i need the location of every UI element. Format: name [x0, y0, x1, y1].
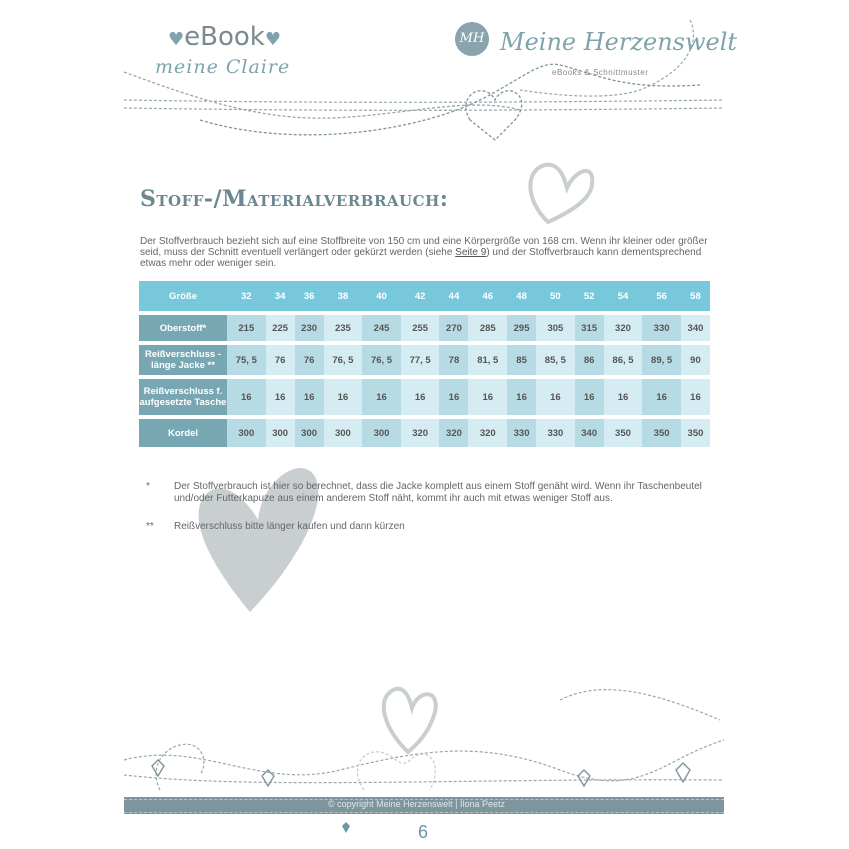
page-link[interactable]: Seite 9	[455, 247, 487, 258]
size-header: 50	[536, 281, 575, 313]
table-cell: 16	[227, 377, 266, 417]
table-cell: 78	[439, 343, 468, 377]
size-header: 34	[266, 281, 295, 313]
table-cell: 300	[362, 417, 401, 447]
table-cell: 330	[536, 417, 575, 447]
table-cell: 16	[468, 377, 507, 417]
ebook-subtitle: meine Claire	[155, 56, 291, 78]
table-cell: 300	[295, 417, 324, 447]
intro-text: Der Stoffverbrauch bezieht sich auf eine Stoffbreite von 150 cm und eine Körpergröße von 168 cm. Wenn ihr kleiner oder größer seid, muss der Schnitt eventuell verlängert oder gekürzt werden (siehe	[140, 236, 708, 258]
table-cell: 16	[324, 377, 363, 417]
table-header-row	[139, 281, 710, 313]
row-label: Oberstoff*	[139, 313, 227, 343]
footnote-mark: **	[146, 521, 154, 532]
table-cell: 300	[227, 417, 266, 447]
intro-text: ) und der Stoffverbrauch kann dementsprechend etwas mehr oder weniger sein.	[140, 247, 702, 269]
heart-icon: ♥	[264, 29, 281, 50]
table-cell: 300	[324, 417, 363, 447]
table-cell: 320	[604, 313, 643, 343]
table-cell: 90	[681, 343, 710, 377]
table-cell: 340	[681, 313, 710, 343]
size-header: 32	[227, 281, 266, 313]
table-cell: 85, 5	[536, 343, 575, 377]
material-table	[139, 281, 710, 447]
size-header: 36	[295, 281, 324, 313]
table-cell: 16	[295, 377, 324, 417]
table-cell: 305	[536, 313, 575, 343]
table-cell: 320	[439, 417, 468, 447]
size-header: 38	[324, 281, 363, 313]
size-header: 44	[439, 281, 468, 313]
table-cell: 295	[507, 313, 536, 343]
table-cell: 285	[468, 313, 507, 343]
table-cell: 16	[536, 377, 575, 417]
table-cell: 230	[295, 313, 324, 343]
table-cell: 76	[266, 343, 295, 377]
table-cell: 235	[324, 313, 363, 343]
table-cell: 16	[401, 377, 440, 417]
footnote-text: Der Stoffverbrauch ist hier so berechnet, dass die Jacke komplett aus einem Stoff genäht wird. Wenn ihr Taschenbeutel und/oder Futterkapuze aus einem anderem Stoff näht, kommt ihr auch mit etwas weniger Stoff aus.	[174, 481, 702, 504]
table-header-label: Größe	[139, 281, 227, 313]
table-cell: 16	[604, 377, 643, 417]
size-header: 58	[681, 281, 710, 313]
table-body	[139, 313, 710, 447]
table-cell: 75, 5	[227, 343, 266, 377]
size-header: 52	[575, 281, 604, 313]
brand-logo: MH	[455, 22, 489, 56]
table-cell: 86, 5	[604, 343, 643, 377]
size-header: 46	[468, 281, 507, 313]
table-cell: 89, 5	[642, 343, 681, 377]
table-cell: 330	[642, 313, 681, 343]
table-cell: 350	[642, 417, 681, 447]
section-heading: Stoff-/Materialverbrauch:	[140, 186, 449, 212]
row-label: Kordel	[139, 417, 227, 447]
table-cell: 81, 5	[468, 343, 507, 377]
table-cell: 76	[295, 343, 324, 377]
table-cell: 16	[507, 377, 536, 417]
copyright-text: © copyright Meine Herzenswelt | Ilona Peetz	[328, 799, 506, 809]
table-row	[139, 417, 710, 447]
table-cell: 16	[575, 377, 604, 417]
table-cell: 76, 5	[362, 343, 401, 377]
table-cell: 77, 5	[401, 343, 440, 377]
size-header: 42	[401, 281, 440, 313]
ebook-label: ♥eBook♥	[168, 22, 281, 52]
table-row	[139, 343, 710, 377]
table-cell: 320	[401, 417, 440, 447]
brand-name: Meine Herzenswelt	[500, 28, 738, 56]
heart-icon: ♥	[168, 29, 185, 50]
table-cell: 255	[401, 313, 440, 343]
table-cell: 340	[575, 417, 604, 447]
row-label: Reißverschluss f. aufgesetzte Tasche	[139, 377, 227, 417]
table-cell: 16	[266, 377, 295, 417]
table-cell: 16	[642, 377, 681, 417]
table-cell: 16	[362, 377, 401, 417]
size-header: 56	[642, 281, 681, 313]
table-cell: 270	[439, 313, 468, 343]
intro-paragraph	[140, 236, 712, 269]
size-header: 40	[362, 281, 401, 313]
table-cell: 76, 5	[324, 343, 363, 377]
table-row	[139, 377, 710, 417]
table-cell: 350	[681, 417, 710, 447]
table-cell: 215	[227, 313, 266, 343]
row-label: Reißverschluss -länge Jacke **	[139, 343, 227, 377]
footnote-mark: *	[146, 481, 150, 492]
table-cell: 350	[604, 417, 643, 447]
table-cell: 330	[507, 417, 536, 447]
table-cell: 225	[266, 313, 295, 343]
table-cell: 16	[681, 377, 710, 417]
table-cell: 85	[507, 343, 536, 377]
brand-tagline: eBooks & Schnittmuster	[552, 68, 649, 77]
page-number: 6	[418, 822, 429, 842]
size-header: 48	[507, 281, 536, 313]
table-cell: 300	[266, 417, 295, 447]
table-cell: 320	[468, 417, 507, 447]
size-header: 54	[604, 281, 643, 313]
table-cell: 16	[439, 377, 468, 417]
table-cell: 245	[362, 313, 401, 343]
table-cell: 315	[575, 313, 604, 343]
footer-stitch	[124, 812, 724, 813]
table-cell: 86	[575, 343, 604, 377]
table-row	[139, 313, 710, 343]
footnote-text: Reißverschluss bitte länger kaufen und dann kürzen	[174, 521, 405, 532]
